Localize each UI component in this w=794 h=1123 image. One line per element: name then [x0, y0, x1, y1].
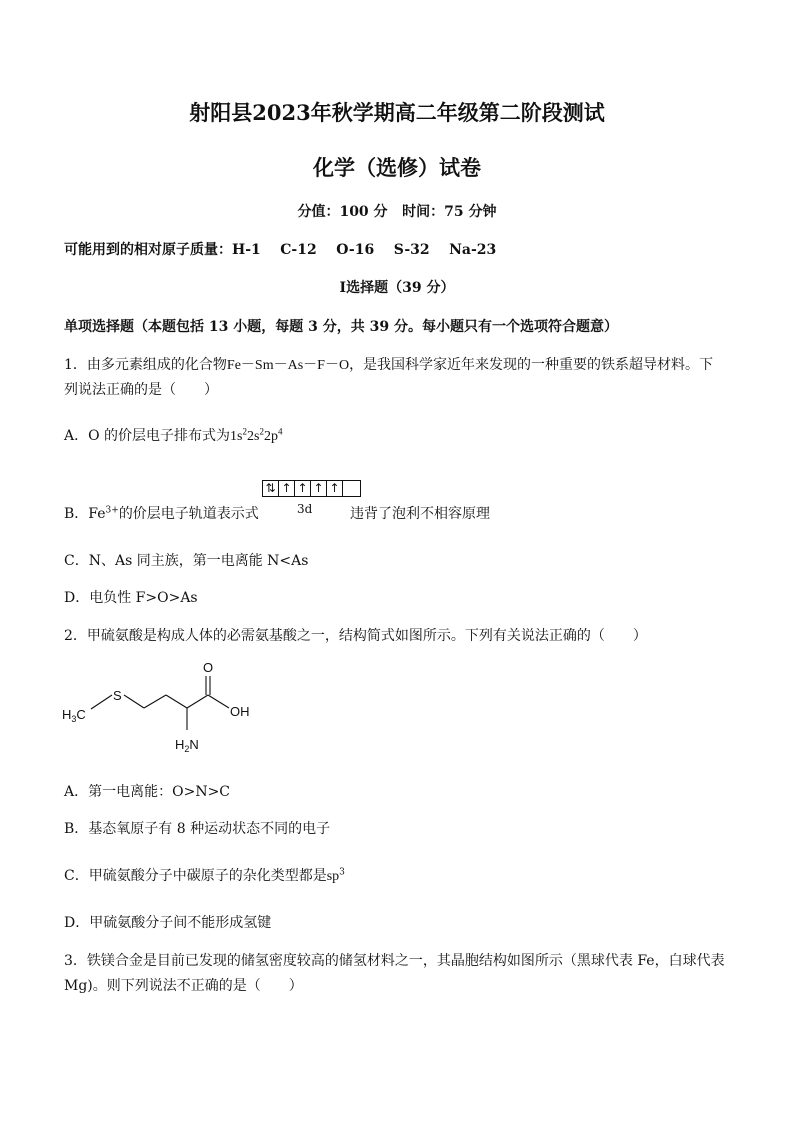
bond-c2-c3	[144, 695, 166, 708]
hybrid-sup: 3	[339, 867, 345, 878]
atomic-masses: 可能用到的相对原子质量：H-1 C-12 O-16 S-32 Na-23	[64, 242, 497, 258]
q1-option-b-suffix: 违背了泡利不相容原理	[350, 506, 490, 522]
fe-charge: 3+	[105, 505, 119, 516]
sulfur-label: S	[113, 688, 122, 703]
q2-option-b: B．基态氧原子有 8 种运动状态不同的电子	[64, 821, 331, 837]
orbital-box	[343, 481, 360, 496]
section-instruction: 单项选择题（本题包括 13 小题，每题 3 分，共 39 分。每小题只有一个选项符合题意）	[64, 319, 618, 335]
q2-option-a: A．第一电离能：O>N>C	[64, 784, 231, 800]
q3-stem-line2: Mg)。则下列说法不正确的是（ ）	[64, 978, 303, 994]
bond-c4-c5	[187, 695, 208, 708]
orbital-box: ↑	[327, 481, 343, 496]
q1-option-b-mid: 的价层电子轨道表示式	[118, 506, 259, 522]
hybrid-sp: sp	[326, 869, 340, 884]
bond-c5-oh	[208, 695, 229, 708]
methionine-structure	[60, 652, 270, 764]
oxygen-label: O	[203, 660, 214, 675]
orbital-box: ↑	[295, 481, 311, 496]
orbital-box: ↑	[311, 481, 327, 496]
q1-stem-a: 1．由多元素组成的化合物	[64, 357, 227, 373]
orbital-label-3d: 3d	[297, 502, 313, 516]
bond-s-c2	[124, 695, 144, 708]
q1-formula: Fe－Sm－As－F－O	[226, 358, 350, 373]
exam-meta: 分值：100 分 时间：75 分钟	[297, 204, 497, 220]
q1-stem-b: ，是我国科学家近年来发现的一种重要的铁系超导材料。下	[349, 357, 714, 373]
q1-option-a	[64, 425, 282, 445]
q2-stem: 2．甲硫氨酸是构成人体的必需氨基酸之一，结构简式如图所示。下列有关说法正确的（ ）	[64, 628, 647, 644]
orbital-diagram	[262, 480, 361, 497]
section-title: Ⅰ选择题（39 分）	[339, 280, 455, 296]
orbital-box: ↑	[279, 481, 295, 496]
h2n-label: $H_2N$	[175, 737, 199, 754]
bond-c1-s	[91, 695, 112, 709]
page-title: 射阳县2023年秋学期高二年级第二阶段测试	[189, 100, 605, 125]
q1-option-a-text: A．O 的价层电子排布式为	[64, 428, 231, 444]
q1-option-b-prefix: B．Fe	[64, 506, 106, 522]
q1-option-c: C．N、As 同主族，第一电离能 N<As	[64, 553, 309, 569]
q2-option-c-text: C．甲硫氨酸分子中碳原子的杂化类型都是	[64, 868, 327, 884]
q1-stem-line2: 列说法正确的是（ ）	[64, 382, 218, 398]
bond-c3-c4	[166, 695, 187, 708]
q1-option-d: D．电负性 F>O>As	[64, 590, 198, 606]
q2-option-d: D．甲硫氨酸分子间不能形成氢键	[64, 915, 272, 931]
q3-stem-line1: 3．铁镁合金是目前已发现的储氢密度较高的储氢材料之一，其晶胞结构如图所示（黑球代表 Fe，白球代表	[64, 953, 725, 969]
hydroxyl-label: OH	[230, 704, 250, 719]
electron-config: $1s^22s^22p^4$	[230, 426, 283, 444]
q1-stem-line1	[64, 354, 713, 374]
orbital-box: ⇅	[263, 481, 279, 496]
q1-option-b	[64, 503, 259, 523]
page-subtitle: 化学（选修）试卷	[313, 155, 481, 180]
q2-option-c	[64, 865, 345, 885]
h3c-label: $H_3C$	[62, 707, 86, 724]
